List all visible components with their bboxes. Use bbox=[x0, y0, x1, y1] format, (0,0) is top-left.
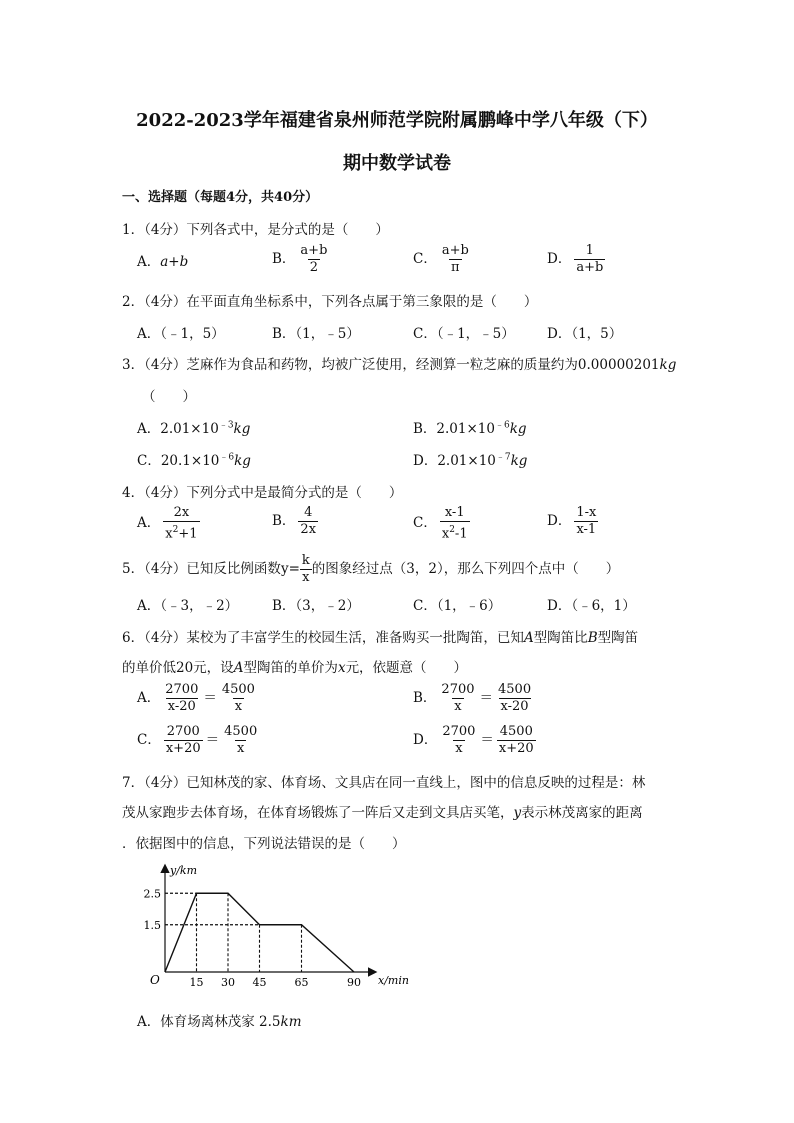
q5-option-b: B．（3，﹣2） bbox=[272, 598, 360, 614]
x-axis-label: x/min bbox=[378, 974, 409, 987]
q6-option-d: D． $\frac{2700}{x}$ ＝ $\frac{4500}{x+20}$ bbox=[413, 724, 534, 756]
q5-option-c: C．（1，﹣6） bbox=[413, 598, 502, 614]
q1-option-a: A．a+b bbox=[137, 254, 189, 270]
question-7-stem-line1: 7．（4分）已知林茂的家、体育场、文具店在同一直线上，图中的信息反映的过程是：林 bbox=[122, 775, 646, 791]
q7-option-a: A．体育场离林茂家 2.5km bbox=[137, 1014, 302, 1030]
x-tick-label: 90 bbox=[347, 976, 361, 989]
q6-option-c: C． $\frac{2700}{x+20}$ ＝ $\frac{4500}{x}$ bbox=[137, 724, 258, 756]
x-tick-label: 15 bbox=[189, 976, 204, 989]
section-heading: 一、选择题（每题4分，共40分） bbox=[122, 190, 319, 205]
question-3-blank: （ ） bbox=[142, 389, 196, 405]
q3-option-a: A．$2.01\times 10^{﹣3}kg$ bbox=[137, 420, 251, 437]
q6-option-a: A． $\frac{2700}{x-20}$ ＝ $\frac{4500}{x}$ bbox=[137, 682, 255, 714]
q2-option-c: C．（﹣1，﹣5） bbox=[413, 326, 515, 342]
q1-option-d: D． $\frac{1}{a+b}$ bbox=[547, 243, 604, 275]
paper-title-line2: 期中数学试卷 bbox=[343, 153, 451, 174]
y-axis-label: y/km bbox=[170, 864, 198, 877]
question-6-stem-line1: 6．（4分）某校为了丰富学生的校园生活，准备购买一批陶笛，已知A型陶笛比B型陶笛 bbox=[122, 630, 639, 646]
q2-option-a: A．（﹣1，5） bbox=[137, 326, 225, 342]
q1-option-b: B． $\frac{a+b}{2}$ bbox=[272, 243, 328, 275]
q6-option-b: B． $\frac{2700}{x}$ ＝ $\frac{4500}{x-20}$ bbox=[413, 682, 532, 714]
q3-option-b: B．$2.01\times 10^{﹣6}kg$ bbox=[413, 420, 527, 437]
question-7-stem-line3: ．依据图中的信息，下列说法错误的是（ ） bbox=[122, 836, 406, 852]
x-tick-label: 30 bbox=[221, 976, 235, 989]
q2-option-b: B．（1，﹣5） bbox=[272, 326, 360, 342]
q2-option-d: D．（1，5） bbox=[547, 326, 623, 342]
q1-option-c: C． $\frac{a+b}{\pi}$ bbox=[413, 243, 469, 275]
q4-option-b: B． $\frac{4}{2x}$ bbox=[272, 505, 317, 537]
question-1-stem: 1．（4分）下列各式中，是分式的是（ ） bbox=[122, 222, 389, 238]
q5-option-a: A．（﹣3，﹣2） bbox=[137, 598, 239, 614]
q4-option-a: A． $\frac{2x}{x^2+1}$ bbox=[137, 505, 198, 542]
x-tick-label: 65 bbox=[294, 976, 309, 989]
q5-option-d: D．（﹣6，1） bbox=[547, 598, 636, 614]
question-4-stem: 4．（4分）下列分式中是最简分式的是（ ） bbox=[122, 485, 403, 501]
question-2-stem: 2．（4分）在平面直角坐标系中，下列各点属于第三象限的是（ ） bbox=[122, 294, 538, 310]
y-tick-label: 2.5 bbox=[143, 887, 161, 901]
x-tick-label: 45 bbox=[252, 976, 267, 989]
question-5-stem: 5．（4分）已知反比例函数y= $\frac{k}{x}$ 的图象经过点（3，2），那么下列四个点中（ ） bbox=[122, 553, 620, 585]
q3-option-c: C．$20.1\times 10^{﹣6}kg$ bbox=[137, 452, 251, 469]
q3-option-d: D．$2.01\times 10^{﹣7}kg$ bbox=[413, 452, 528, 469]
question-6-stem-line2: 的单价低20元，设A型陶笛的单价为x元，依题意（ ） bbox=[122, 660, 468, 676]
q4-option-c: C． $\frac{x-1}{x^2-1}$ bbox=[413, 505, 468, 542]
question-3-stem: 3．（4分）芝麻作为食品和药物，均被广泛使用，经测算一粒芝麻的质量约为0.00000201kg bbox=[122, 357, 677, 373]
question-7-stem-line2: 茂从家跑步去体育场，在体育场锻炼了一阵后又走到文具店买笔，y表示林茂离家的距离 bbox=[122, 805, 643, 821]
origin-label: O bbox=[150, 973, 160, 987]
q4-option-d: D． $\frac{1-x}{x-1}$ bbox=[547, 505, 597, 537]
paper-title-line1: 2022-2023学年福建省泉州师范学院附属鹏峰中学八年级（下） bbox=[136, 110, 658, 131]
y-tick-label: 1.5 bbox=[143, 918, 161, 932]
distance-time-chart bbox=[130, 860, 409, 995]
